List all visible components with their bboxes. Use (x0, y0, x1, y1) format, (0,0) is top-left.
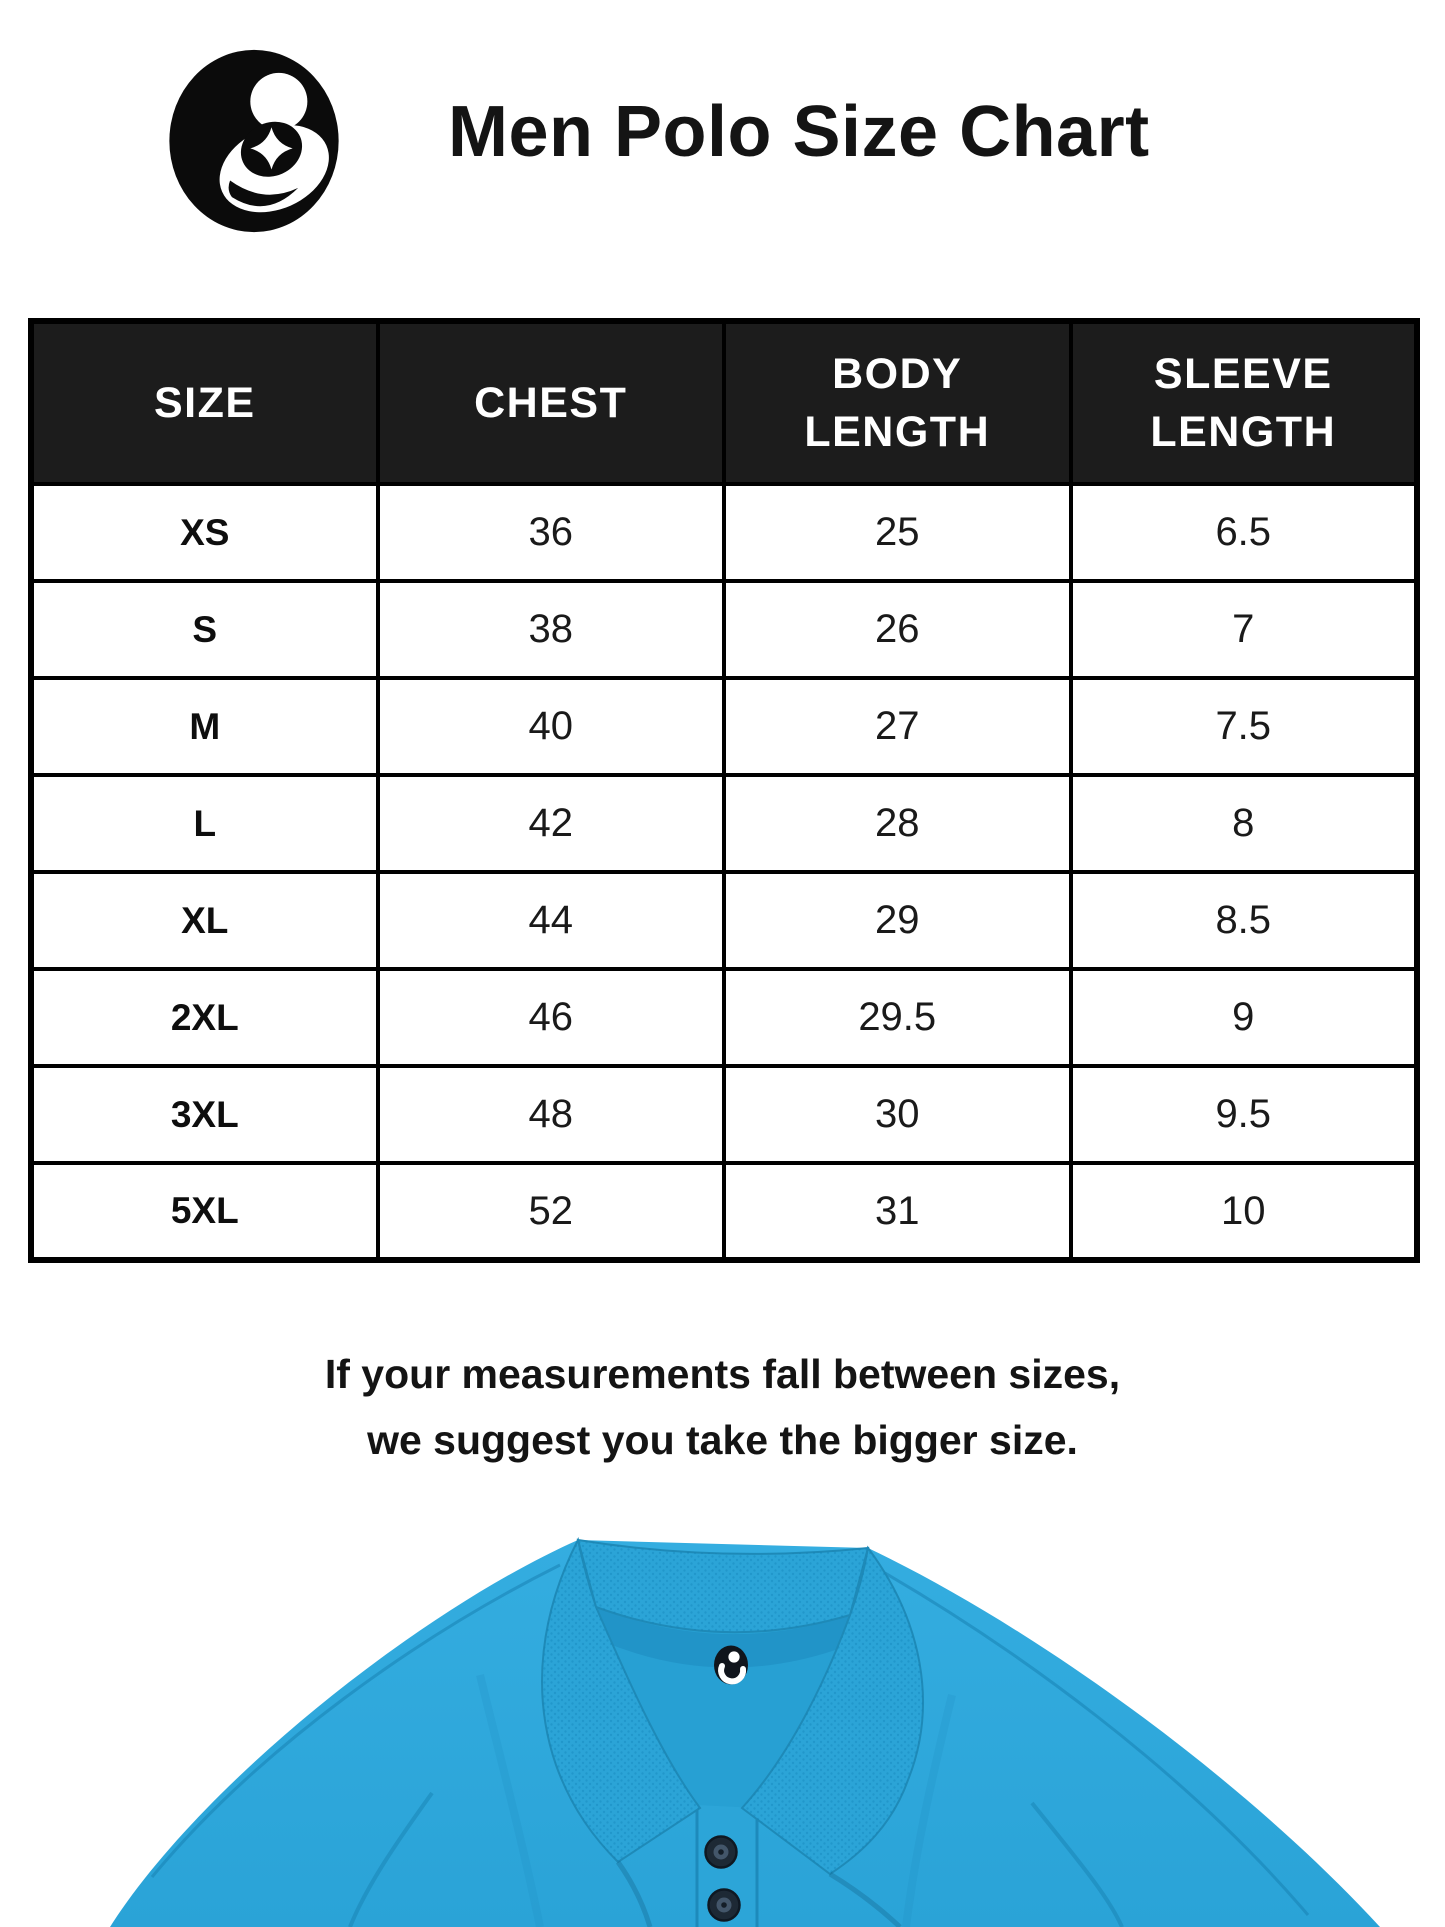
table-row (31, 581, 1417, 678)
sleeve-length-cell: 7 (1071, 581, 1418, 678)
sleeve-length-cell: 9.5 (1071, 1066, 1418, 1163)
size-cell: 5XL (31, 1163, 378, 1260)
body-length-cell: 29.5 (724, 969, 1071, 1066)
column-header-chest: CHEST (378, 321, 725, 484)
column-header-size: SIZE (31, 321, 378, 484)
sizing-note-line-1: If your measurements fall between sizes, (324, 1351, 1121, 1397)
size-cell: M (31, 678, 378, 775)
body-length-cell: 30 (724, 1066, 1071, 1163)
brand-logo-icon (162, 42, 346, 240)
table-row (31, 678, 1417, 775)
sizing-note (0, 1341, 1445, 1473)
chest-cell: 44 (378, 872, 725, 969)
chest-cell: 36 (378, 484, 725, 581)
header-row (31, 321, 1417, 484)
polo-button-bottom (709, 1890, 740, 1921)
sleeve-length-cell: 10 (1071, 1163, 1418, 1260)
sleeve-length-cell: 8 (1071, 775, 1418, 872)
sleeve-length-cell: 8.5 (1071, 872, 1418, 969)
body-length-cell: 27 (724, 678, 1071, 775)
chest-cell: 38 (378, 581, 725, 678)
chest-cell: 52 (378, 1163, 725, 1260)
size-cell: XS (31, 484, 378, 581)
sleeve-length-cell: 6.5 (1071, 484, 1418, 581)
sleeve-length-cell: 9 (1071, 969, 1418, 1066)
chest-cell: 40 (378, 678, 725, 775)
column-header-sleeve-length: SLEEVE LENGTH (1071, 321, 1418, 484)
size-cell: 3XL (31, 1066, 378, 1163)
table-row (31, 872, 1417, 969)
body-length-cell: 26 (724, 581, 1071, 678)
size-table-header (31, 321, 1417, 484)
size-cell: XL (31, 872, 378, 969)
table-row (31, 1066, 1417, 1163)
chest-cell: 48 (378, 1066, 725, 1163)
chest-cell: 42 (378, 775, 725, 872)
neck-label-logo (714, 1646, 748, 1685)
size-cell: S (31, 581, 378, 678)
sizing-note-line-2: we suggest you take the bigger size. (367, 1417, 1078, 1463)
table-row (31, 484, 1417, 581)
size-cell: L (31, 775, 378, 872)
column-header-body-length: BODY LENGTH (724, 321, 1071, 484)
polo-shirt-image (0, 1495, 1445, 1927)
table-row (31, 1163, 1417, 1260)
size-cell: 2XL (31, 969, 378, 1066)
polo-button-top (706, 1837, 737, 1868)
size-table (28, 318, 1420, 1263)
sleeve-length-cell: 7.5 (1071, 678, 1418, 775)
table-row (31, 775, 1417, 872)
table-row (31, 969, 1417, 1066)
page-title: Men Polo Size Chart (448, 92, 1150, 172)
size-table-body (31, 484, 1417, 1260)
body-length-cell: 28 (724, 775, 1071, 872)
chest-cell: 46 (378, 969, 725, 1066)
size-table-container (28, 318, 1420, 1263)
body-length-cell: 31 (724, 1163, 1071, 1260)
body-length-cell: 29 (724, 872, 1071, 969)
body-length-cell: 25 (724, 484, 1071, 581)
